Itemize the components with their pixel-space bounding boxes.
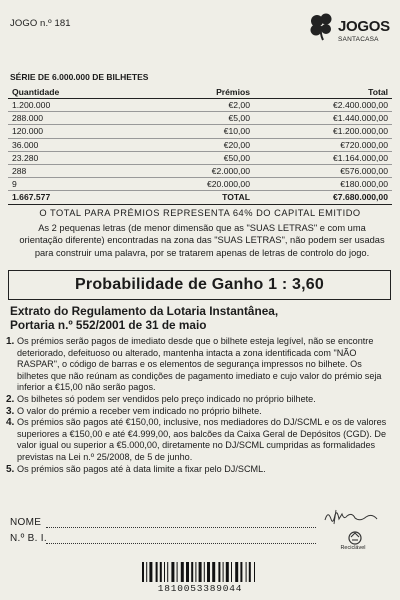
barcode-bar: [167, 562, 168, 582]
row-quantity: 288: [8, 164, 136, 177]
prize-percentage-note: O TOTAL PARA PRÉMIOS REPRESENTA 64% DO CAPITAL EMITIDO: [39, 208, 361, 218]
barcode-bar: [235, 562, 238, 582]
signature-mark: [322, 506, 380, 528]
barcode-bar: [223, 562, 224, 582]
table-row: [8, 164, 392, 177]
logo-brand-text: JOGOS: [338, 18, 390, 35]
rule-text: Os prémios serão pagos de imediato desde que o bilhete esteja legível, não se encontre deteriorado, defeituoso ou alterado, mantenha intacta a zona identificada com "NÃO RASPAR", o código de barras e os elementos de segurança impressos no bilhete. Os bilhetes que não reúnam as condições de pagamento imediato e cujo valor do prémio seja inferior a €15,00 não serão pagos.: [17, 336, 382, 393]
row-prize: €2,00: [136, 99, 254, 112]
recycle-label: Reciclável: [340, 545, 366, 551]
barcode-bar: [195, 562, 196, 582]
clover-icon: [308, 12, 336, 42]
barcode-bar: [142, 562, 144, 582]
game-number: JOGO n.º 181: [10, 18, 71, 29]
barcode-bar: [160, 562, 162, 582]
recycle-icon: [340, 528, 370, 558]
barcode-bar: [204, 562, 205, 582]
rule-item: [6, 394, 390, 406]
total-quantity: 1.667.577: [8, 191, 136, 204]
rule-number: 2.: [6, 393, 15, 405]
row-prize: €5,00: [136, 112, 254, 125]
id-number-field-line[interactable]: [46, 543, 316, 544]
name-field-line[interactable]: [46, 527, 316, 528]
row-total: €1.164.000,00: [254, 151, 392, 164]
rule-text: Os prémios são pagos até €150,00, inclusive, nos mediadores do DJ/SCML e os de valores superiores a €150,00 e até €4.999,00, aos balcões da Caixa Geral de Depósitos (CGD). De valor igual ou superior a €5.000,00, diretamente no DJ/SCML cumpridas as formalidades previstas na Lei n.º 25/2008, de 5 de junho.: [17, 417, 387, 462]
barcode-bar: [249, 562, 251, 582]
rule-number: 4.: [6, 417, 15, 429]
row-prize: €50,00: [136, 151, 254, 164]
regulation-heading-line2: Portaria n.º 552/2001 de 31 de maio: [10, 317, 207, 332]
barcode-bar: [246, 562, 247, 582]
rule-number: 3.: [6, 405, 15, 417]
barcode-bar: [156, 562, 158, 582]
row-quantity: 288.000: [8, 112, 136, 125]
header-prizes: Prémios: [136, 86, 254, 99]
header-quantity: Quantidade: [8, 86, 136, 99]
barcode-bar: [191, 562, 193, 582]
id-number-label: N.º B. I.: [10, 533, 47, 544]
barcode-bar: [149, 562, 152, 582]
rule-item: [6, 464, 390, 476]
barcode-bar: [212, 562, 215, 582]
barcode-bar: [171, 562, 174, 582]
rule-text: Os prémios são pagos até à data limite a fixar pelo DJ/SCML.: [17, 463, 266, 474]
barcode-bar: [186, 562, 189, 582]
row-quantity: 120.000: [8, 125, 136, 138]
row-total: €576.000,00: [254, 164, 392, 177]
total-value: €7.680.000,00: [254, 191, 392, 204]
row-prize: €2.000,00: [136, 164, 254, 177]
rule-number: 1.: [6, 336, 15, 347]
barcode-bar: [231, 562, 232, 582]
control-letters-note: As 2 pequenas letras (de menor dimensão que as "SUAS LETRAS" e com uma orientação diferente) encontradas na zona das "SUAS LETRAS", não podem ser usadas para construir uma palavra, por se tratarem apenas de letras de controlo do jogo.: [19, 223, 385, 258]
table-total-row: [8, 191, 392, 204]
row-prize: €20,00: [136, 138, 254, 151]
series-title: SÉRIE DE 6.000.000 DE BILHETES: [10, 72, 149, 82]
row-total: €1.440.000,00: [254, 112, 392, 125]
row-prize: €10,00: [136, 125, 254, 138]
barcode-bar: [226, 562, 229, 582]
rule-text: O valor do prémio a receber vem indicado no próprio bilhete.: [17, 405, 262, 416]
barcode-bar: [146, 562, 147, 582]
jogos-santacasa-logo: [308, 12, 392, 48]
barcode-bar: [164, 562, 165, 582]
row-quantity: 9: [8, 178, 136, 191]
total-label: TOTAL: [136, 191, 254, 204]
row-prize: €20.000,00: [136, 178, 254, 191]
row-quantity: 23.280: [8, 151, 136, 164]
prize-table: [8, 86, 392, 205]
rule-item: [6, 336, 390, 394]
table-row: [8, 125, 392, 138]
row-total: €180.000,00: [254, 178, 392, 191]
table-row: [8, 99, 392, 112]
barcode-bar: [240, 562, 242, 582]
row-total: €720.000,00: [254, 138, 392, 151]
barcode-bar: [199, 562, 202, 582]
barcode-bar: [181, 562, 184, 582]
rule-text: Os bilhetes só podem ser vendidos pelo preço indicado no próprio bilhete.: [17, 393, 316, 404]
regulation-heading-line1: Extrato do Regulamento da Lotaria Instantânea,: [10, 304, 279, 318]
table-row: [8, 178, 392, 191]
regulation-rules: [6, 336, 390, 475]
row-total: €1.200.000,00: [254, 125, 392, 138]
regulation-heading: [10, 305, 278, 332]
header-total: Total: [254, 86, 392, 99]
prize-table-header: [8, 86, 392, 99]
barcode-bar: [177, 562, 178, 582]
logo-sub-text: SANTACASA: [338, 36, 379, 43]
row-quantity: 36.000: [8, 138, 136, 151]
table-row: [8, 112, 392, 125]
table-row: [8, 151, 392, 164]
barcode-bar: [254, 562, 255, 582]
win-probability-box: Probabilidade de Ganho 1 : 3,60: [8, 270, 391, 300]
barcode-bar: [218, 562, 220, 582]
table-row: [8, 138, 392, 151]
barcode: [140, 562, 260, 582]
rule-item: [6, 417, 390, 463]
name-label: NOME: [10, 517, 42, 528]
row-total: €2.400.000,00: [254, 99, 392, 112]
barcode-number: 1810053389044: [157, 583, 243, 594]
barcode-bar: [207, 562, 210, 582]
rule-number: 5.: [6, 463, 15, 475]
rule-item: [6, 406, 390, 418]
row-quantity: 1.200.000: [8, 99, 136, 112]
